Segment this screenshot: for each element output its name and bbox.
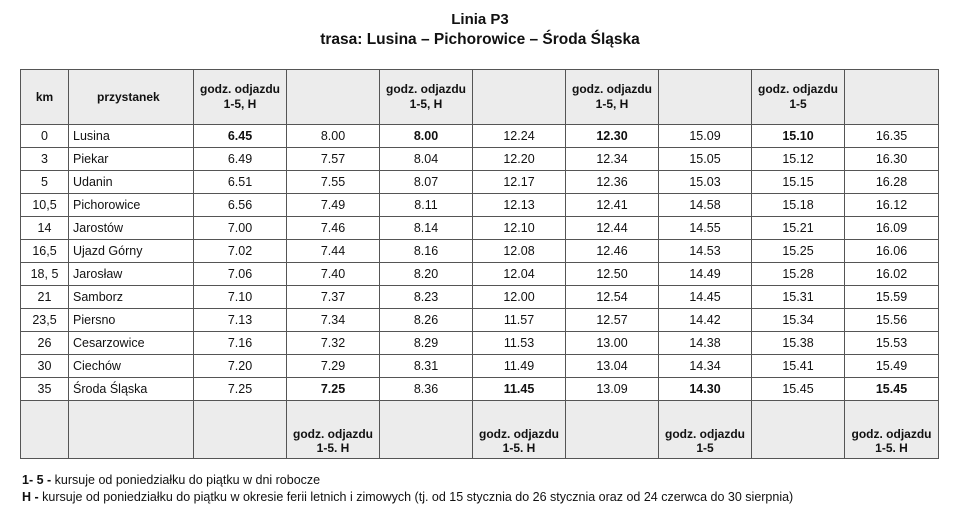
- departure-time-cell: 6.51: [194, 171, 287, 194]
- route-subtitle: trasa: Lusina – Pichorowice – Środa Śląska: [320, 31, 640, 48]
- departure-time-cell: 12.57: [566, 309, 659, 332]
- departure-time-cell: 8.16: [380, 240, 473, 263]
- note-2: [22, 489, 793, 506]
- header-col-4: [473, 70, 566, 125]
- departure-time-cell: 15.45: [845, 378, 939, 401]
- departure-time-cell: 6.56: [194, 194, 287, 217]
- km-cell: 3: [21, 148, 69, 171]
- departure-time-cell: 7.16: [194, 332, 287, 355]
- departure-time-cell: 15.15: [752, 171, 845, 194]
- departure-time-cell: 7.10: [194, 286, 287, 309]
- departure-time-cell: 16.09: [845, 217, 939, 240]
- header-col-7: godz. odjazdu 1-5: [752, 70, 845, 125]
- departure-time-cell: 16.06: [845, 240, 939, 263]
- departure-time-cell: 12.34: [566, 148, 659, 171]
- departure-time-cell: 12.54: [566, 286, 659, 309]
- km-cell: 14: [21, 217, 69, 240]
- departure-time-cell: 15.38: [752, 332, 845, 355]
- note-2-text: kursuje od poniedziałku do piątku w okresie ferii letnich i zimowych (tj. od 15 stycznia do 26 stycznia oraz od 24 czerwca do 30 sierpnia): [42, 490, 794, 504]
- departure-time-cell: 12.08: [473, 240, 566, 263]
- footer-col-8: godz. odjazdu 1-5. H: [845, 401, 939, 459]
- departure-time-cell: 7.20: [194, 355, 287, 378]
- departure-time-cell: 16.35: [845, 125, 939, 148]
- departure-time-cell: 8.29: [380, 332, 473, 355]
- table-row: [21, 240, 939, 263]
- departure-time-cell: 16.28: [845, 171, 939, 194]
- km-cell: 10,5: [21, 194, 69, 217]
- departure-time-cell: 16.02: [845, 263, 939, 286]
- departure-time-cell: 15.21: [752, 217, 845, 240]
- departure-time-cell: 14.38: [659, 332, 752, 355]
- km-cell: 5: [21, 171, 69, 194]
- departure-time-cell: 12.50: [566, 263, 659, 286]
- departure-time-cell: 12.10: [473, 217, 566, 240]
- header-col-1: godz. odjazdu 1-5, H: [194, 70, 287, 125]
- table-row: [21, 125, 939, 148]
- footer-col-3: [380, 401, 473, 459]
- departure-time-cell: 13.09: [566, 378, 659, 401]
- timetable: [20, 69, 939, 459]
- footer-col-4: godz. odjazdu 1-5. H: [473, 401, 566, 459]
- departure-time-cell: 7.02: [194, 240, 287, 263]
- footer-col-6: godz. odjazdu 1-5: [659, 401, 752, 459]
- departure-time-cell: 16.12: [845, 194, 939, 217]
- departure-time-cell: 12.41: [566, 194, 659, 217]
- departure-time-cell: 11.49: [473, 355, 566, 378]
- departure-time-cell: 15.41: [752, 355, 845, 378]
- departure-time-cell: 14.34: [659, 355, 752, 378]
- departure-time-cell: 15.05: [659, 148, 752, 171]
- stop-name-cell: Jarosław: [69, 263, 194, 286]
- departure-time-cell: 15.34: [752, 309, 845, 332]
- departure-time-cell: 13.00: [566, 332, 659, 355]
- note-2-key: H -: [22, 490, 39, 504]
- header-col-5: godz. odjazdu 1-5, H: [566, 70, 659, 125]
- departure-time-cell: 8.07: [380, 171, 473, 194]
- departure-time-cell: 12.00: [473, 286, 566, 309]
- departure-time-cell: 12.04: [473, 263, 566, 286]
- departure-time-cell: 7.06: [194, 263, 287, 286]
- km-cell: 30: [21, 355, 69, 378]
- departure-time-cell: 14.55: [659, 217, 752, 240]
- table-row: [21, 217, 939, 240]
- departure-time-cell: 11.57: [473, 309, 566, 332]
- departure-time-cell: 13.04: [566, 355, 659, 378]
- departure-time-cell: 15.25: [752, 240, 845, 263]
- departure-time-cell: 15.18: [752, 194, 845, 217]
- departure-time-cell: 8.11: [380, 194, 473, 217]
- departure-time-cell: 8.23: [380, 286, 473, 309]
- departure-time-cell: 14.42: [659, 309, 752, 332]
- departure-time-cell: 7.34: [287, 309, 380, 332]
- departure-time-cell: 7.55: [287, 171, 380, 194]
- header-row: [21, 70, 939, 125]
- departure-time-cell: 14.49: [659, 263, 752, 286]
- stop-name-cell: Piekar: [69, 148, 194, 171]
- departure-time-cell: 6.45: [194, 125, 287, 148]
- departure-time-cell: 14.30: [659, 378, 752, 401]
- departure-time-cell: 12.24: [473, 125, 566, 148]
- departure-time-cell: 7.25: [194, 378, 287, 401]
- departure-time-cell: 12.17: [473, 171, 566, 194]
- departure-time-cell: 15.09: [659, 125, 752, 148]
- stop-name-cell: Jarostów: [69, 217, 194, 240]
- departure-time-cell: 15.59: [845, 286, 939, 309]
- departure-time-cell: 7.00: [194, 217, 287, 240]
- departure-time-cell: 7.40: [287, 263, 380, 286]
- departure-time-cell: 6.49: [194, 148, 287, 171]
- header-col-3: godz. odjazdu 1-5, H: [380, 70, 473, 125]
- table-row: [21, 309, 939, 332]
- departure-time-cell: 12.46: [566, 240, 659, 263]
- stop-name-cell: Piersno: [69, 309, 194, 332]
- table-row: [21, 148, 939, 171]
- departure-time-cell: 7.37: [287, 286, 380, 309]
- departure-time-cell: 7.29: [287, 355, 380, 378]
- departure-time-cell: 8.26: [380, 309, 473, 332]
- stop-name-cell: Środa Śląska: [69, 378, 194, 401]
- footer-blank-km: [21, 401, 69, 459]
- departure-time-cell: 8.14: [380, 217, 473, 240]
- departure-time-cell: 8.04: [380, 148, 473, 171]
- departure-time-cell: 12.36: [566, 171, 659, 194]
- departure-time-cell: 15.56: [845, 309, 939, 332]
- stop-name-cell: Udanin: [69, 171, 194, 194]
- table-row: [21, 332, 939, 355]
- stop-name-cell: Samborz: [69, 286, 194, 309]
- km-cell: 0: [21, 125, 69, 148]
- km-cell: 16,5: [21, 240, 69, 263]
- departure-time-cell: 12.44: [566, 217, 659, 240]
- table-row: [21, 286, 939, 309]
- departure-time-cell: 8.00: [380, 125, 473, 148]
- header-col-6: [659, 70, 752, 125]
- stop-name-cell: Pichorowice: [69, 194, 194, 217]
- header-km: km: [21, 70, 69, 125]
- departure-time-cell: 11.45: [473, 378, 566, 401]
- footer-col-1: [194, 401, 287, 459]
- footer-row: [21, 401, 939, 459]
- departure-time-cell: 8.00: [287, 125, 380, 148]
- table-row: [21, 355, 939, 378]
- departure-time-cell: 7.49: [287, 194, 380, 217]
- departure-time-cell: 7.44: [287, 240, 380, 263]
- departure-time-cell: 15.49: [845, 355, 939, 378]
- km-cell: 23,5: [21, 309, 69, 332]
- departure-time-cell: 15.03: [659, 171, 752, 194]
- departure-time-cell: 12.13: [473, 194, 566, 217]
- departure-time-cell: 7.32: [287, 332, 380, 355]
- page-title: Linia P3: [451, 11, 509, 28]
- departure-time-cell: 15.31: [752, 286, 845, 309]
- note-1-key: 1- 5 -: [22, 473, 52, 487]
- departure-time-cell: 14.45: [659, 286, 752, 309]
- stop-name-cell: Cesarzowice: [69, 332, 194, 355]
- departure-time-cell: 15.28: [752, 263, 845, 286]
- departure-time-cell: 16.30: [845, 148, 939, 171]
- departure-time-cell: 15.53: [845, 332, 939, 355]
- km-cell: 35: [21, 378, 69, 401]
- departure-time-cell: 15.45: [752, 378, 845, 401]
- departure-time-cell: 14.58: [659, 194, 752, 217]
- km-cell: 21: [21, 286, 69, 309]
- departure-time-cell: 8.31: [380, 355, 473, 378]
- header-col-2: [287, 70, 380, 125]
- departure-time-cell: 15.10: [752, 125, 845, 148]
- departure-time-cell: 7.46: [287, 217, 380, 240]
- table-row: [21, 263, 939, 286]
- footer-col-5: [566, 401, 659, 459]
- header-col-8: [845, 70, 939, 125]
- footer-col-7: [752, 401, 845, 459]
- footer-blank-stop: [69, 401, 194, 459]
- header-stop: przystanek: [69, 70, 194, 125]
- note-1: [22, 472, 793, 489]
- note-1-text: kursuje od poniedziałku do piątku w dni robocze: [54, 473, 321, 487]
- departure-time-cell: 7.57: [287, 148, 380, 171]
- departure-time-cell: 7.25: [287, 378, 380, 401]
- departure-time-cell: 15.12: [752, 148, 845, 171]
- km-cell: 18, 5: [21, 263, 69, 286]
- table-row: [21, 194, 939, 217]
- km-cell: 26: [21, 332, 69, 355]
- table-row: [21, 378, 939, 401]
- departure-time-cell: 11.53: [473, 332, 566, 355]
- stop-name-cell: Lusina: [69, 125, 194, 148]
- departure-time-cell: 8.36: [380, 378, 473, 401]
- stop-name-cell: Ciechów: [69, 355, 194, 378]
- departure-time-cell: 14.53: [659, 240, 752, 263]
- departure-time-cell: 8.20: [380, 263, 473, 286]
- departure-time-cell: 12.30: [566, 125, 659, 148]
- footer-col-2: godz. odjazdu 1-5. H: [287, 401, 380, 459]
- table-row: [21, 171, 939, 194]
- notes: [22, 472, 793, 506]
- stop-name-cell: Ujazd Górny: [69, 240, 194, 263]
- departure-time-cell: 12.20: [473, 148, 566, 171]
- departure-time-cell: 7.13: [194, 309, 287, 332]
